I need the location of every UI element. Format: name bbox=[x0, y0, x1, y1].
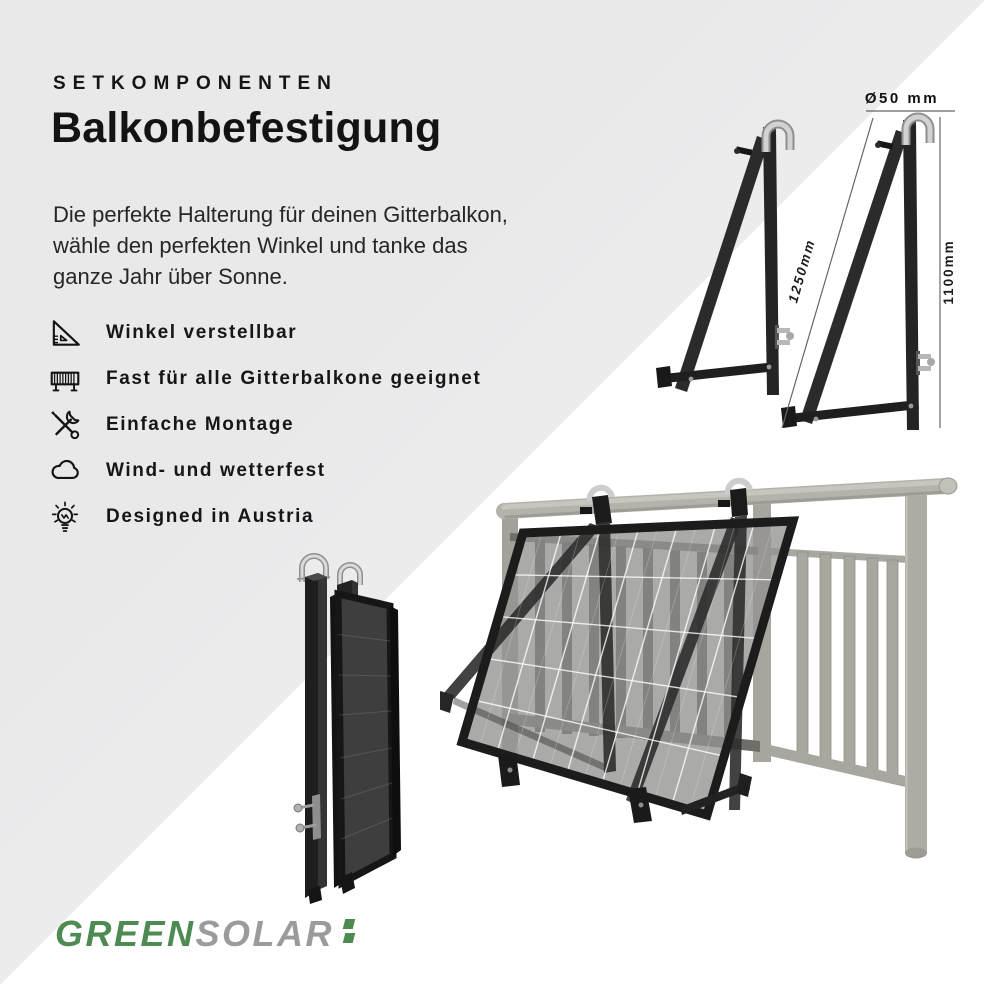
feature-item bbox=[48, 316, 481, 350]
page-title: Balkonbefestigung bbox=[51, 104, 442, 152]
bracket-left bbox=[656, 124, 794, 395]
feature-item bbox=[48, 500, 481, 534]
feature-label: Einfache Montage bbox=[106, 414, 295, 435]
logo-word-solar: SOLAR bbox=[195, 913, 335, 954]
tools-icon bbox=[48, 408, 82, 442]
brand-logo bbox=[55, 913, 358, 954]
feature-item bbox=[48, 408, 481, 442]
balcony-panel-illustration bbox=[440, 455, 1000, 905]
feature-item bbox=[48, 362, 481, 396]
diagonal-length-label: 1250mm bbox=[785, 236, 818, 305]
folded-panels bbox=[305, 573, 401, 904]
diameter-label: Ø50 mm bbox=[864, 90, 940, 107]
feature-label: Designed in Austria bbox=[106, 506, 315, 527]
logo-colon-icon bbox=[342, 918, 358, 948]
description: Die perfekte Halterung für deinen Gitterbalkon, wähle den perfekten Winkel und tanke das ganze Jahr über Sonne. bbox=[53, 202, 508, 290]
bulb-icon bbox=[48, 500, 82, 534]
logo-word-green: GREEN bbox=[55, 913, 196, 954]
railing-icon bbox=[48, 362, 82, 396]
cloud-icon bbox=[48, 454, 82, 488]
feature-item bbox=[48, 454, 481, 488]
bracket-dimension-illustration bbox=[630, 70, 970, 450]
feature-label: Fast für alle Gitterbalkone geeignet bbox=[106, 368, 482, 389]
kicker: SETKOMPONENTEN bbox=[53, 73, 338, 94]
set-square-icon bbox=[48, 316, 82, 350]
feature-label: Wind- und wetterfest bbox=[106, 460, 326, 481]
feature-list bbox=[48, 316, 481, 546]
feature-label: Winkel verstellbar bbox=[106, 322, 298, 343]
vertical-length-label: 1100mm bbox=[941, 239, 956, 305]
